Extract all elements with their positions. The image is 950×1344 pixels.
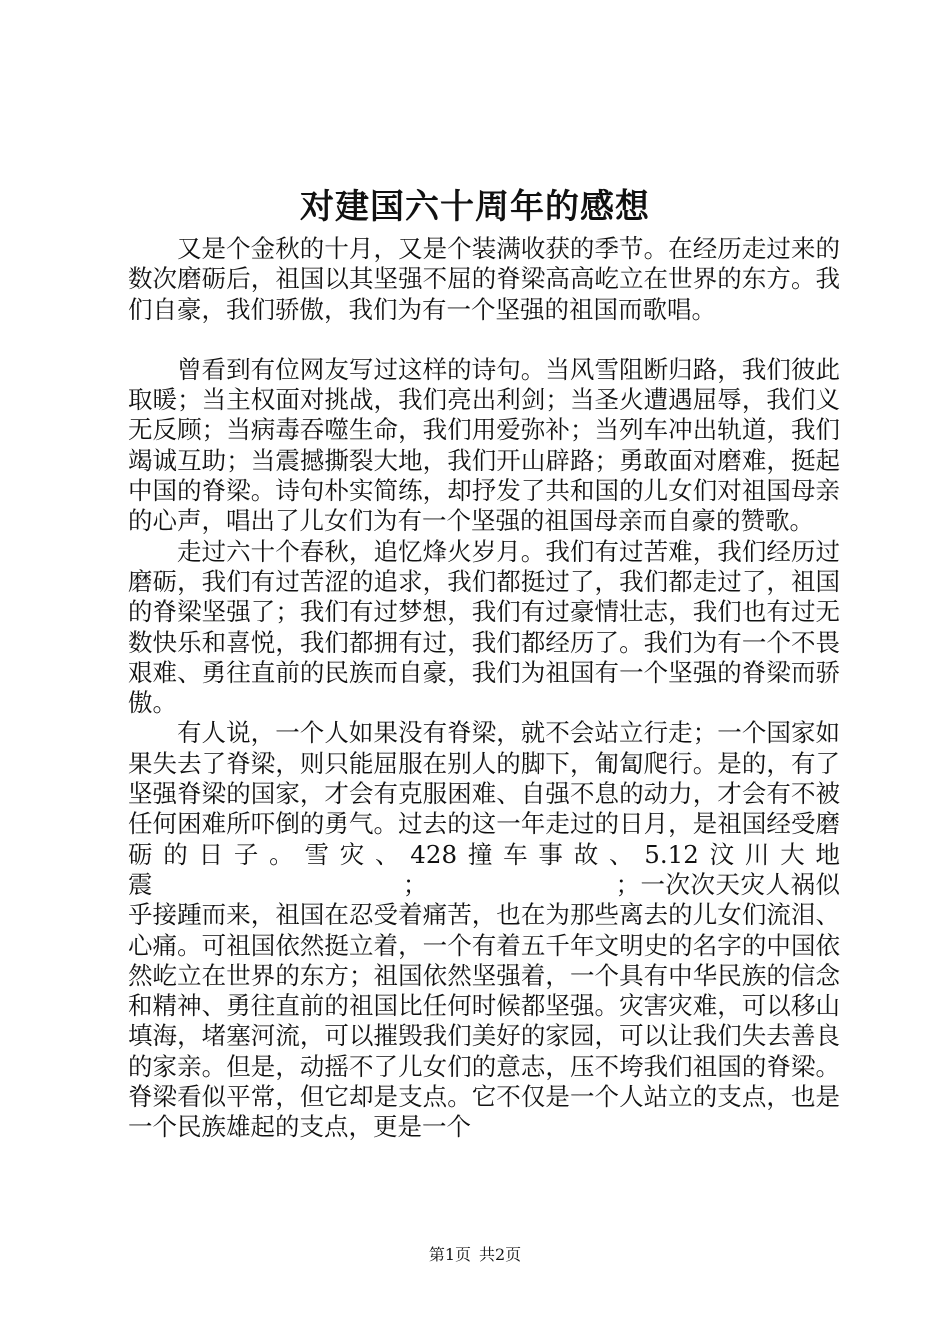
paragraph-4: 有人说，一个人如果没有脊梁，就不会站立行走；一个国家如果失去了脊梁，则只能屈服在别人的脚下，匍匐爬行。是的，有了坚强脊梁的国家，才会有克服困难、自强不息的动力，才会有不被任何困难所吓倒的勇气。过去的这一年走过的日月，是祖国经受磨砺的日子。雪灾、428撞车事故、5.12汶川大地震 ； ；一次次天灾人祸似乎接踵而来，祖国在忍受着痛苦，也在为那些离去的儿女们流泪、心痛。可祖国依然挺立着，一个有着五千年文明史的名字的中国依然屹立在世界的东方；祖国依然坚强着，一个具有中华民族的信念和精神、勇往直前的祖国比任何时候都坚强。灾害灾难，可以移山填海，堵塞河流，可以摧毁我们美好的家园，可以让我们失去善良的家亲。但是，动摇不了儿女们的意志，压不垮我们祖国的脊梁。脊梁看似平常，但它却是支点。它不仅是一个人站立的支点，也是一个民族雄起的支点，更是一个 [128, 718, 840, 1142]
page-footer [0, 1244, 950, 1266]
page-total: 共2页 [479, 1245, 522, 1264]
page-number: 第1页 [428, 1245, 471, 1264]
document-body [128, 234, 840, 1143]
paragraph-1: 又是个金秋的十月，又是个装满收获的季节。在经历走过来的数次磨砺后，祖国以其坚强不屈的脊梁高高屹立在世界的东方。我们自豪，我们骄傲，我们为有一个坚强的祖国而歌唱。 [128, 234, 840, 324]
paragraph-2: 曾看到有位网友写过这样的诗句。当风雪阻断归路，我们彼此取暖；当主权面对挑战，我们亮出利剑；当圣火遭遇屈辱，我们义无反顾；当病毒吞噬生命，我们用爱弥补；当列车冲出轨道，我们竭诚互助；当震撼撕裂大地，我们开山辟路；勇敢面对磨难，挺起中国的脊梁。诗句朴实简练，却抒发了共和国的儿女们对祖国母亲的心声，唱出了儿女们为有一个坚强的祖国母亲而自豪的赞歌。 [128, 354, 840, 536]
paragraph-3: 走过六十个春秋，追忆烽火岁月。我们有过苦难，我们经历过磨砺，我们有过苦涩的追求，我们都挺过了，我们都走过了，祖国的脊梁坚强了；我们有过梦想，我们有过豪情壮志，我们也有过无数快乐和喜悦，我们都拥有过，我们都经历了。我们为有一个不畏艰难、勇往直前的民族而自豪，我们为祖国有一个坚强的脊梁而骄傲。 [128, 536, 840, 718]
document-title: 对建国六十周年的感想 [300, 187, 650, 227]
